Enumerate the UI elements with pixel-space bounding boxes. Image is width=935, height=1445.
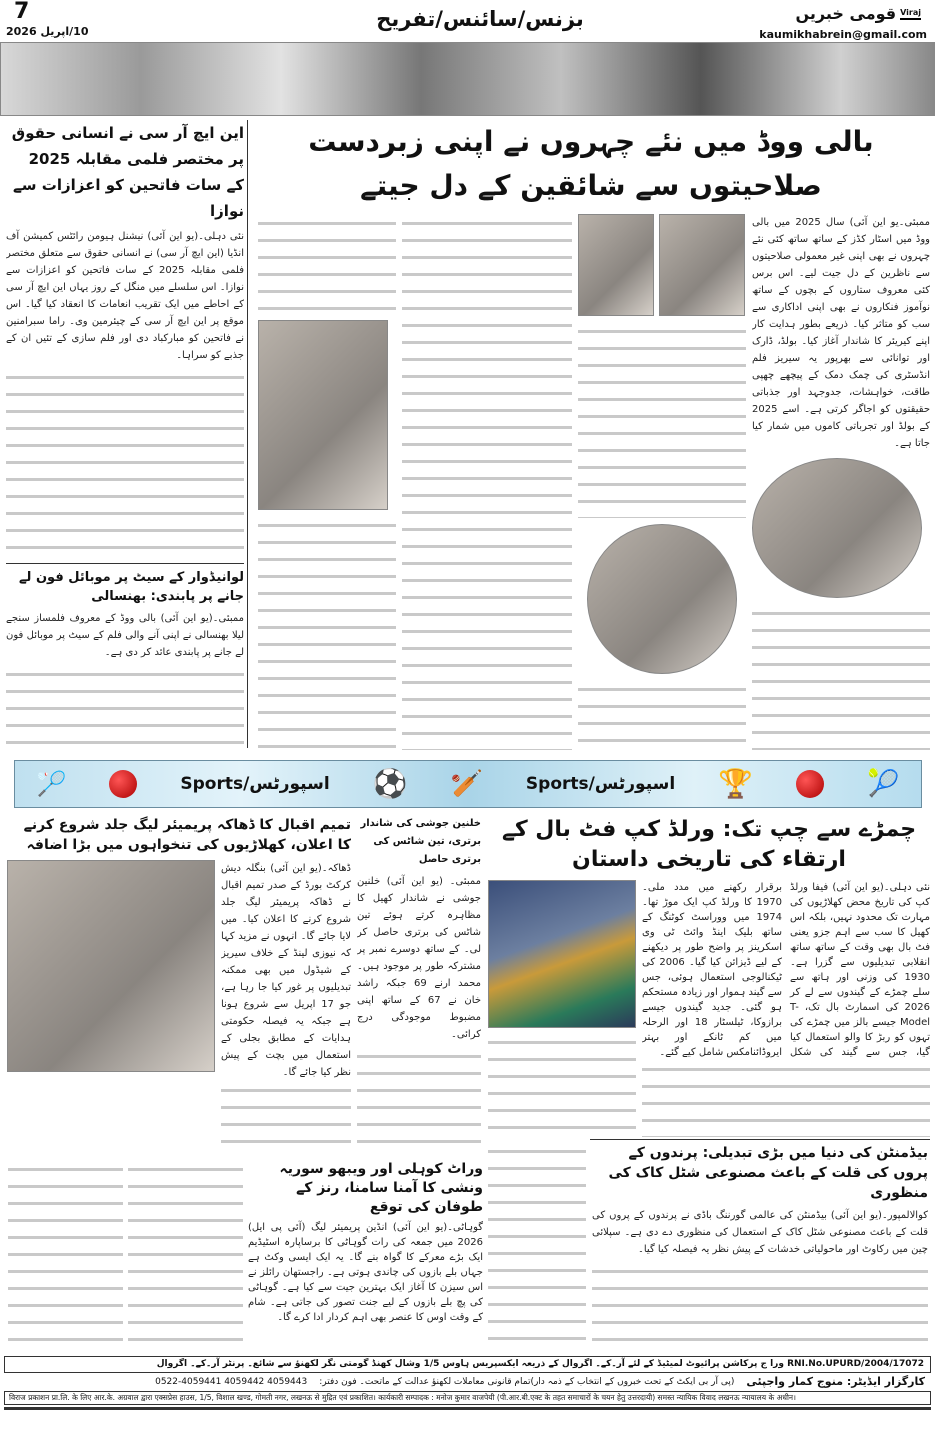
section-title: بزنس/سائنس/تفریح <box>376 7 584 31</box>
sports-label-left: Sports/اسپورٹس <box>180 774 330 794</box>
main-article-continuation <box>578 680 746 750</box>
sports-banner <box>14 760 922 808</box>
tamim-article-continuation <box>221 1081 351 1155</box>
tamim-article <box>6 815 351 1155</box>
main-article <box>252 120 930 750</box>
trophy-icon: 🏆 <box>718 767 754 800</box>
photo-miss-universe-namaste <box>659 214 745 316</box>
virat-article-headline: وراٹ کوہلی اور ویبھو سوریہ ونشی کا آمنا سامنا، رنز کے طوفان کی توقع <box>279 1161 483 1215</box>
football-article-col-4 <box>488 1142 586 1352</box>
badminton-article-continuation <box>592 1262 928 1352</box>
column-divider <box>247 120 248 748</box>
tennis-rackets-icon: 🎾 <box>867 769 900 799</box>
photo-actress-circle <box>752 458 922 598</box>
editor-name: کارگزار ایڈیٹر: منوج کمار واجپئی <box>746 1375 925 1388</box>
tamim-article-col-1 <box>221 860 351 1155</box>
sports-label-right: Sports/اسپورٹس <box>525 774 676 794</box>
main-article-col-3 <box>402 214 572 750</box>
cricket-ball-icon <box>796 770 824 798</box>
photo-tamim-iqbal <box>7 860 215 1072</box>
football-article-headline: چمڑے سے چپ تک: ورلڈ کپ فٹ بال کے ارتقاء کی تاریخی داستان <box>501 817 917 872</box>
football-article-body: نئی دہلی۔(یو این آئی) فیفا ورلڈ کپ کی تاریخ محض کھلاڑیوں کی مہارت تک محدود نہیں، بلکہ اس کھیل کا سب سے اہم جزو یعنی فٹ بال بھی وقت کے ساتھ ساتھ انقلابی تبدیلیوں سے گزرا ہے۔ 1930 کی وزنی اور ہاتھ سے سلے چمڑے کے گیندوں سے لے کر 2026 کی اسمارٹ بال تک، T-Model جیسے بالز میں چمڑے کی تہوں کو ربڑ کا والو استعمال کیا گیا، جس سے گیند کی شکل برقرار رکھنے میں مدد ملی۔ 1970 کا ورلڈ کپ ایک موڑ تھا۔ 1974 میں ووراسٹ کوٹنگ کے ساتھ بلیک اینڈ وائٹ ٹی وی اسکرینز پر واضح طور پر دیکھنے کے لیے ڈیزائن کیا گیا۔ 2006 کی ٹیکنالوجی استعمال ہوئی، جس سے گیند ہموار اور زیادہ مستحکم ہو گئی۔ جدید گیندوں جیسے برازوکا، ٹیلسٹار 18 اور الرحلہ میں کم ٹانکے اور بہتر ایروڈائنامکس شامل کیے گئے۔ <box>642 882 930 1058</box>
chess-article-body: ممبئی۔ (یو این آئی) خلنین جوشی نے شاندار کھیل کا مظاہرہ کرتے ہوئے تین شاٹس کی برتری حاصل کر لی۔ کے ساتھ دوسرے نمبر پر مشترکہ طور پر موجود ہیں۔ محمد ارنے 69 جبکہ راشد خان نے 67 کے ساتھ اپنی مضبوط موجودگی درج کرائی۔ <box>357 876 481 1040</box>
left-column <box>6 120 244 750</box>
cricket-ball-icon <box>109 770 137 798</box>
mobile-article-continuation <box>6 665 244 750</box>
badminton-article-headline: بیڈمنٹن کی دنیا میں بڑی تبدیلی: پرندوں کے پروں کی قلت کے باعث مصنوعی شٹل کاک کی منظوری <box>608 1145 928 1201</box>
main-article-col-4 <box>258 214 396 750</box>
chess-article-continuation <box>357 1047 481 1155</box>
office-phones: 0522-4059441 4059442 4059443 <box>155 1377 308 1387</box>
left-article-headline: این ایچ آر سی نے انسانی حقوق پر مختصر فلمی مقابلہ 2025 کے سات فاتحین کو اعزازات سے نوازا <box>11 124 244 220</box>
footer-editor-line <box>4 1375 931 1389</box>
tamim-article-col-2 <box>8 1160 123 1352</box>
tamim-article-headline: تمیم اقبال کا ڈھاکہ پریمیئر لیگ جلد شروع کرنے کا اعلان، کھلاڑیوں کی تنخواہوں میں بڑا اضافہ <box>23 817 351 853</box>
photo-world-cup-trophy-and-ball <box>488 880 636 1028</box>
football-article-col-2 <box>488 880 636 1137</box>
chess-article <box>357 815 481 1155</box>
issue-date: 10/اپریل 2026 <box>6 25 89 38</box>
newspaper-logo <box>796 3 921 25</box>
page-number: 7 <box>14 0 30 24</box>
main-article-body: ممبئی۔یو این آئی) سال 2025 میں بالی ووڈ میں اسٹار کڈز کے ساتھ ساتھ کئی نئے چہروں نے بھی اپنی غیر معمولی صلاحیتوں سے ناظرین کے دل جیت لیے۔ اس برس کئی معروف ستاروں کے بچوں کے ساتھ نوآموز فنکاروں نے بھی اپنی اداکاری سے سب کو متاثر کیا۔ ذریعے بطور ہدایت کار اپنے کیریئر کا شاندار آغاز کیا۔ بولڈ، ڈارک اور توانائی سے بھرپور یہ سیریز فلم انڈسٹری کی چمک دمک کے پیچھے چھپی طاقت، خواہشات، جدوجہد اور جذباتی حقیقتوں کو اجاگر کرتی ہے۔ اسے 2025 کے بولڈ اور تجرباتی کاموں میں شمار کیا جاتا ہے۔ <box>752 217 930 449</box>
mobile-article-body: ممبئی۔(یو این آئی) بالی ووڈ کے معروف فلمساز سنجے لیلا بھنسالی نے اپنی آنے والی فلم کے سیٹ پر موبائل فون لے جانے پر پابندی عائد کر دی ہے۔ <box>6 613 244 658</box>
photo-ananya-panday <box>258 320 388 510</box>
badminton-article-body: کوالالمپور۔(یو این آئی) بیڈمنٹن کی عالمی گورننگ باڈی نے پرندوں کے پروں کی قلت کے باعث مصنوعی شٹل کاک کے استعمال کی منظوری دے دی ہے۔ سپلائی چین میں رکاوٹ اور ماحولیاتی خدشات کے پیش نظر یہ فیصلہ کیا گیا۔ <box>592 1210 928 1255</box>
contact-email[interactable]: kaumikhabrein@gmail.com <box>759 28 927 41</box>
left-article-body: نئی دہلی۔(یو این آئی) نیشنل ہیومن رائٹس کمیشن آف انڈیا (این ایچ آر سی) نے انسانی حقوق سے متعلق مختصر فلمی مقابلہ 2025 کے سات فاتحین کو اعزازات سے نوازا۔ اس سلسلے میں منگل کے روز یہاں این ایچ آر سی کے احاطے میں ایک تقریب انعامات کا انعقاد کیا گیا۔ اس موقع پر این ایچ آر سی کے چیئرمین وی۔ راما سبرامنین نے فاتحین کو مبارکباد دی اور فلم سازی کے تئیں ان کے جذبے کو سراہا۔ <box>6 231 244 361</box>
virat-article-body: گوہاٹی۔(یو این آئی) انڈین پریمیئر لیگ (آئی پی ایل) 2026 میں جمعہ کی رات گوہاٹی کا برساپارہ اسٹیڈیم ایک بڑے معرکے کا گواہ بنے گا۔ یہ ایک ایسی وکٹ ہے جہاں بلے بازوں کی چاندی ہوتی ہے۔ راجستھان رائلز نے اس سیزن کا آغاز ایک بہترین جیت سے کیا ہے۔ گوہاٹی کی پچ بلے بازوں کے لیے جنت تصور کی جاتی ہے۔ شام کے وقت اوس کا عنصر بھی اہم کردار ادا کرے گا۔ <box>248 1222 483 1323</box>
footer-hindi-imprint: विराज प्रकाशन प्रा.लि. के लिए आर.के. अग्रवाल द्वारा एक्सप्रेस हाउस, 1/5, विशाल खण्ड, गोमती नगर, लखनऊ से मुद्रित एवं प्रकाशित। कार्यकारी सम्पादक : मनोज कुमार वाजपेयी (पी.आर.बी.एक्ट के तहत समाचारों के चयन हेतु उत्तरदायी) समस्त न्यायिक विवाद लखनऊ न्यायालय के अधीन। <box>4 1391 931 1405</box>
cricket-batsman-icon: 🏏 <box>450 769 483 799</box>
legal-disclaimer: (پی آر بی ایکٹ کے تحت خبروں کے انتخاب کے ذمہ دار)تمام قانونی معاملات لکھنؤ عدالت کے ماتحت۔ فون دفتر: <box>319 1377 735 1387</box>
main-article-continuation <box>258 516 396 750</box>
football-article-col-1 <box>642 880 930 1137</box>
mobile-article-headline: لوانیڈوار کے سیٹ پر موبائل فون لے جانے پر پابندی: بھنسالی <box>18 570 244 604</box>
header-banner-collage <box>0 42 935 116</box>
badminton-article <box>592 1143 928 1352</box>
left-article-continuation <box>6 368 244 559</box>
divider <box>590 1139 930 1140</box>
main-article-col-1 <box>752 214 930 750</box>
shuttlecock-icon: 🏸 <box>36 770 67 798</box>
tamim-article-body: ڈھاکہ۔(یو این آئی) بنگلہ دیش کرکٹ بورڈ کے صدر تمیم اقبال نے ڈھاکہ پریمیئر لیگ جلد شروع کرنے کا اعلان کیا۔ میں لایا جائے گا۔ انہوں نے مزید کہا کہ نیوزی لینڈ کے خلاف سیریز کے شیڈول میں بھی ممکنہ تبدیلیوں پر غور کیا جا رہا ہے، جو 17 اپریل سے شروع ہونا ہے جبکہ یہ فیصلہ حکومتی ہدایات کے مطابق بجلی کے استعمال میں بچت کے پیش نظر کیا جائے گا۔ <box>221 863 351 1078</box>
mosque-logo-icon: Viraj <box>900 8 921 20</box>
virat-article <box>248 1160 483 1355</box>
main-article-columns <box>252 214 930 750</box>
main-article-continuation <box>402 214 572 750</box>
football-icon: ⚽ <box>372 767 408 800</box>
main-article-continuation <box>578 322 746 518</box>
logo-text: قومی خبریں <box>795 4 897 23</box>
football-article-continuation <box>488 1033 636 1137</box>
chess-article-headline: خلنین جوشی کی شاندار برتری، تین شاٹس کی برتری حاصل <box>360 818 481 865</box>
page-bottom-rule <box>4 1407 931 1410</box>
footer <box>4 1356 931 1442</box>
photo-miss-universe-crowned <box>578 214 654 316</box>
tamim-article-col-3 <box>128 1160 243 1352</box>
main-article-continuation <box>752 604 930 750</box>
divider <box>6 563 244 564</box>
footer-imprint: RNI.No.UPURD/2004/17072 ورا ج پرکاشن پرائیوٹ لمیٹیڈ کے لئے آر۔کے۔ اگروال کے ذریعہ ایکسپریس ہاوس 1/5 وشال کھنڈ گومتی نگر لکھنؤ سے شائع۔ پرنٹر آر۔کے۔ اگروال <box>4 1356 931 1373</box>
football-article-continuation <box>642 1060 930 1137</box>
main-article-continuation <box>258 214 396 314</box>
main-article-col-2 <box>578 214 746 750</box>
photo-aryan-khan-circle <box>587 524 737 674</box>
football-article <box>488 815 930 1137</box>
main-article-headline: بالی ووڈ میں نئے چہروں نے اپنی زبردست صلاحیتوں سے شائقین کے دل جیتے <box>308 125 874 202</box>
